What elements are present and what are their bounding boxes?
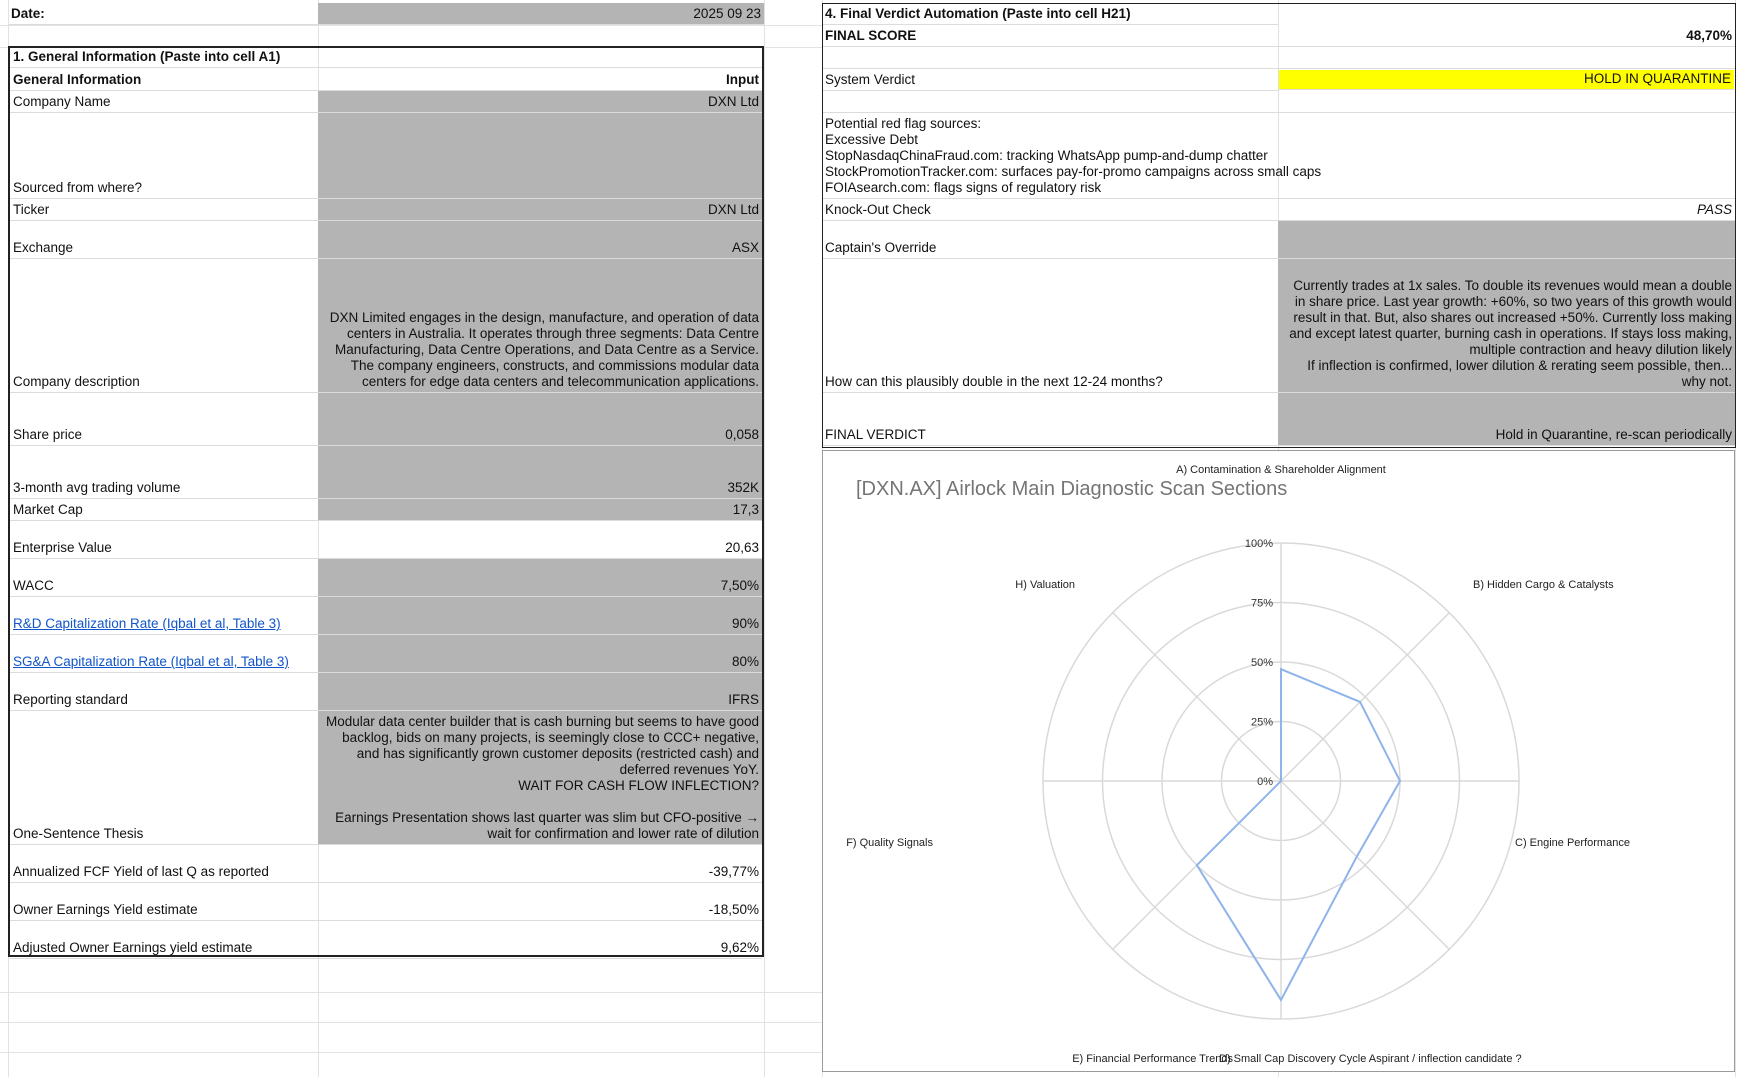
blank-row-2	[822, 91, 1735, 113]
general-info-title: 1. General Information (Paste into cell A1)	[10, 48, 762, 68]
row-label-link[interactable]: R&D Capitalization Rate (Iqbal et al, Table 3)	[10, 597, 318, 635]
system-verdict-value[interactable]: HOLD IN QUARANTINE	[1279, 70, 1734, 90]
row-label: Company description	[10, 259, 318, 393]
row-label: WACC	[10, 559, 318, 597]
row-value[interactable]: 9,62%	[318, 921, 762, 959]
radar-chart[interactable]	[822, 450, 1735, 1072]
double-question-value[interactable]: Currently trades at 1x sales. To double its revenues would mean a double in share price. Last year growth: +60%, so two years of this growth would result in that. But, also shares out increased +50%. Currently loss making and except latest quarter, burning cash in operations. If stays loss making, multiple contraction and heavy dilution likely If inflection is confirmed, lower dilution & rerating seem possible, then... why not.	[1278, 259, 1735, 393]
override-label: Captain's Override	[822, 221, 1278, 259]
row-value[interactable]	[318, 113, 762, 199]
row-value[interactable]: 352K	[318, 446, 762, 499]
final-verdict-value[interactable]: Hold in Quarantine, re-scan periodically	[1278, 393, 1735, 446]
row-value[interactable]: DXN Ltd	[318, 91, 762, 113]
row-label: Annualized FCF Yield of last Q as reported	[10, 845, 318, 883]
radar-tick-label: 0%	[1257, 776, 1273, 788]
radar-axis-label: C) Engine Performance	[1515, 837, 1630, 849]
radar-axis-label: H) Valuation	[1015, 579, 1075, 591]
row-label: Company Name	[10, 91, 318, 113]
row-value[interactable]: DXN Ltd	[318, 199, 762, 221]
final-score-value[interactable]: 48,70%	[1278, 25, 1735, 47]
row-value[interactable]: 90%	[318, 597, 762, 635]
row-value[interactable]: 20,63	[318, 521, 762, 559]
row-label: Enterprise Value	[10, 521, 318, 559]
date-value[interactable]: 2025 09 23	[318, 3, 764, 25]
row-value[interactable]: 80%	[318, 635, 762, 673]
row-label: Exchange	[10, 221, 318, 259]
radar-spoke	[1281, 613, 1449, 781]
column-header-label: General Information	[10, 70, 318, 91]
radar-series-line	[1197, 669, 1400, 1000]
radar-tick-label: 75%	[1250, 597, 1273, 610]
radar-spoke	[1113, 613, 1281, 781]
row-label: Market Cap	[10, 499, 318, 521]
knockout-label: Knock-Out Check	[822, 199, 1278, 221]
row-value[interactable]: 17,3	[318, 499, 762, 521]
date-label: Date:	[8, 3, 318, 25]
final-verdict-label: FINAL VERDICT	[822, 393, 1278, 446]
radar-tick-label: 25%	[1250, 716, 1273, 729]
row-value[interactable]: 0,058	[318, 393, 762, 446]
column-header-input: Input	[318, 70, 762, 91]
row-label: 3-month avg trading volume	[10, 446, 318, 499]
chart-title: [DXN.AX] Airlock Main Diagnostic Scan Sections	[856, 478, 1288, 500]
radar-spoke	[1281, 781, 1449, 949]
blank-row	[822, 47, 1735, 69]
radar-tick-label: 50%	[1250, 657, 1273, 669]
row-label: Adjusted Owner Earnings yield estimate	[10, 921, 318, 959]
row-value[interactable]: -18,50%	[318, 883, 762, 921]
row-label: One-Sentence Thesis	[10, 711, 318, 845]
final-score-label: FINAL SCORE	[822, 25, 1278, 47]
radar-axis-label: A) Contamination & Shareholder Alignment	[1176, 464, 1386, 476]
row-label: Share price	[10, 393, 318, 446]
red-flag-sources[interactable]: Potential red flag sources: Excessive Debt StopNasdaqChinaFraud.com: tracking WhatsApp pump-and-dump chatter StockPromotionTracker.com: surfaces pay-for-promo campaigns across small caps FOIAsearch.com: flags signs of regulatory risk	[822, 113, 1735, 199]
radar-axis-label: F) Quality Signals	[846, 837, 933, 849]
row-value[interactable]: Modular data center builder that is cash burning but seems to have good backlog, bids on many projects, is seemingly close to CCC+ negative, and has significantly grown customer deposits (restricted cash) and deferred revenues YoY. WAIT FOR CASH FLOW INFLECTION? Earnings Presentation shows last quarter was slim but CFO-positive → wait for confirmation and lower rate of dilution	[318, 711, 762, 845]
row-value[interactable]: ASX	[318, 221, 762, 259]
radar-axis-label: B) Hidden Cargo & Catalysts	[1473, 579, 1614, 591]
row-value[interactable]: IFRS	[318, 673, 762, 711]
double-question-label: How can this plausibly double in the next 12-24 months?	[822, 259, 1278, 393]
system-verdict-label: System Verdict	[822, 69, 1278, 91]
row-label-link[interactable]: SG&A Capitalization Rate (Iqbal et al, Table 3)	[10, 635, 318, 673]
row-label: Owner Earnings Yield estimate	[10, 883, 318, 921]
radar-axis-label: E) Financial Performance Trends	[1072, 1053, 1233, 1065]
row-label: Reporting standard	[10, 673, 318, 711]
row-label: Sourced from where?	[10, 113, 318, 199]
row-value[interactable]: DXN Limited engages in the design, manufacture, and operation of data centers in Australia. It operates through three segments: Data Centre Manufacturing, Data Centre Operations, and Data Centre as a Service. The company engineers, constructs, and commissions modular data centers for edge data centers and telecommunication applications.	[318, 259, 762, 393]
radar-axis-label: D) Small Cap Discovery Cycle Aspirant / inflection candidate ?	[1219, 1053, 1522, 1065]
row-label: Ticker	[10, 199, 318, 221]
row-value[interactable]: 7,50%	[318, 559, 762, 597]
row-value[interactable]: -39,77%	[318, 845, 762, 883]
radar-tick-label: 100%	[1244, 538, 1273, 550]
override-value[interactable]	[1278, 221, 1735, 259]
verdict-title: 4. Final Verdict Automation (Paste into cell H21)	[822, 3, 1278, 25]
knockout-value[interactable]: PASS	[1278, 199, 1735, 221]
